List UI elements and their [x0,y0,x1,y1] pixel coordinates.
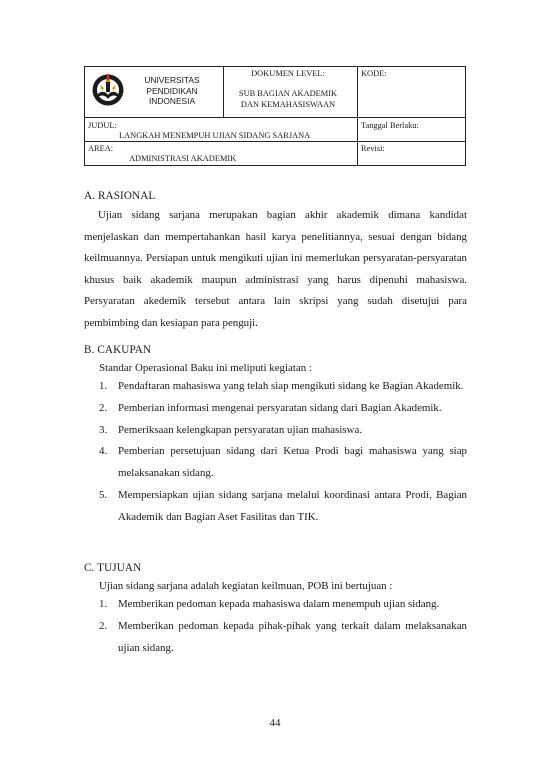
judul-value: LANGKAH MENEMPUH UJIAN SIDANG SARJANA [119,131,311,140]
sub-bagian-name: SUB BAGIAN AKADEMIK DAN KEMAHASISWAAN [238,89,338,109]
area-value: ADMINISTRASI AKADEMIK [129,154,237,163]
judul-label: JUDUL: [88,121,117,130]
section-title-tujuan: C. TUJUAN [84,562,142,574]
area-label: AREA: [88,144,114,153]
list-item: 2. Memberikan pedoman kepada pihak-pihak yang terkait dalam melaksanakan ujian sidang. [99,619,467,654]
document-header-table [84,66,466,166]
list-item: 1. Memberikan pedoman kepada mahasiswa dalam menempuh ujian sidang. [99,598,440,610]
list-item: 2. Pemberian informasi mengenai persyaratan sidang dari Bagian Akademik. [99,401,442,414]
page-number: 44 [269,717,281,729]
cakupan-intro: Standar Operasional Baku ini meliputi kegiatan : [99,362,312,374]
list-item: 4. Pemberian persetujuan sidang dari Ketua Prodi bagi mahasiswa yang siap melaksanakan sidang. [99,445,467,480]
section-title-rasional: A. RASIONAL [84,190,156,202]
rasional-paragraph: Ujian sidang sarjana merupakan bagian akhir akademik dimana kandidat menjelaskan dan mempertahankan hasil karya penelitiannya, sesuai dengan bidang keilmuannya. Persiapan untuk mengikuti ujian ini memerlukan persyaratan-persyaratan khusus baik akademik maupun administrasi yang harus dipenuhi mahasiswa. Persyaratan akedemik tersebut antara lain skripsi yang sudah disetujui para pembimbing dan kesiapan para penguji. [84,209,467,329]
dokumen-level-label: DOKUMEN LEVEL: [251,69,325,78]
kode-label: KODE: [361,69,387,78]
university-name: UNIVERSITAS PENDIDIKAN INDONESIA [144,75,200,106]
section-title-cakupan: B. CAKUPAN [84,344,152,356]
tanggal-berlaku-label: Tanggal Berlaku: [361,121,419,130]
revisi-label: Revisi: [361,144,385,153]
list-item: 3. Pemeriksaan kelengkapan persyaratan ujian mahasiswa. [99,423,363,436]
tujuan-list [84,594,467,659]
list-item: 1. Pendaftaran mahasiswa yang telah siap mengikuti sidang ke Bagian Akademik. [99,380,464,392]
tujuan-intro: Ujian sidang sarjana adalah kegiatan keilmuan, POB ini bertujuan : [99,580,393,592]
list-item: 5. Mempersiapkan ujian sidang sarjana melalui koordinasi antara Prodi, Bagian Akademik dan Bagian Aset Fasilitas dan TIK. [99,488,467,523]
university-logo [91,70,125,108]
cakupan-list [84,376,467,529]
